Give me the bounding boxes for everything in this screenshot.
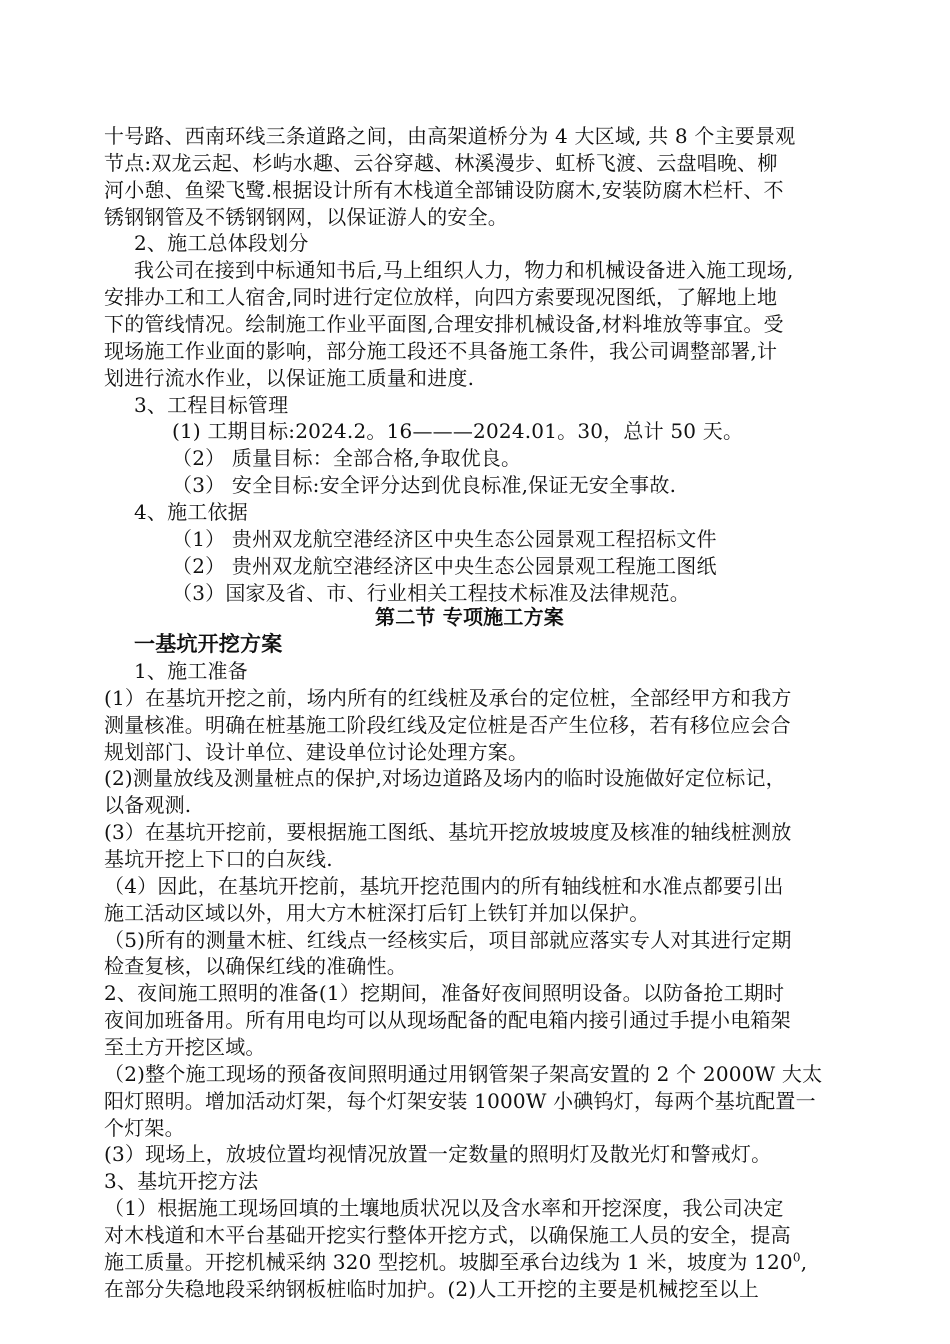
plan-title: 一基坑开挖方案 — [134, 631, 283, 656]
text-line: 下的管线情况。绘制施工作业平面图,合理安排机械设备,材料堆放等事宜。受 — [104, 312, 784, 336]
list-item: （3）国家及省、市、行业相关工程技术标准及法律规范。 — [172, 581, 690, 605]
text-line: （2)整个施工现场的预备夜间照明通过用钢管架子架高安置的 2 个 2000W 大太 — [104, 1062, 823, 1086]
list-item: （1） 贵州双龙航空港经济区中央生态公园景观工程招标文件 — [172, 527, 717, 551]
text-line — [104, 1249, 864, 1275]
list-item: (1) 工期目标:2024.2。16———2024.01。30，总计 50 天。 — [172, 419, 744, 443]
text-line-body: 施工质量。开挖机械采纳 320 型挖机。坡脚至承台边线为 1 米，坡度为 120 — [104, 1250, 793, 1274]
text-line: 至土方开挖区域。 — [104, 1035, 266, 1059]
text-line: 基坑开挖上下口的白灰线. — [104, 847, 333, 871]
text-line: 夜间加班备用。所有用电均可以从现场配备的配电箱内接引通过手提小电箱架 — [104, 1008, 791, 1032]
text-line: 个灯架。 — [104, 1116, 185, 1140]
text-line: 施工活动区域以外，用大方木桩深打后钉上铁钉并加以保护。 — [104, 901, 650, 925]
section-heading: 4、施工依据 — [134, 500, 248, 524]
text-line: (1）在基坑开挖之前，场内所有的红线桩及承台的定位桩，全部经甲方和我方 — [104, 686, 792, 710]
list-item: （2） 贵州双龙航空港经济区中央生态公园景观工程施工图纸 — [172, 554, 717, 578]
section-heading: 2、施工总体段划分 — [134, 231, 309, 255]
text-line: 对木栈道和木平台基础开挖实行整体开挖方式，以确保施工人员的安全，提高 — [104, 1223, 791, 1247]
text-line: （5)所有的测量木桩、红线点一经核实后，项目部就应落实专人对其进行定期 — [104, 928, 792, 952]
text-line: 安排办工和工人宿舍,同时进行定位放样，向四方索要现况图纸，了解地上地 — [104, 285, 778, 309]
text-line: 2、夜间施工照明的准备(1）挖期间，准备好夜间照明设备。以防备抢工期时 — [104, 981, 785, 1005]
text-line: 锈钢钢管及不锈钢钢网，以保证游人的安全。 — [104, 205, 508, 229]
text-line: (2)测量放线及测量桩点的保护,对场边道路及场内的临时设施做好定位标记， — [104, 766, 786, 790]
text-line: 划进行流水作业，以保证施工质量和进度. — [104, 366, 475, 390]
text-line: 以备观测. — [104, 793, 192, 817]
degree-superscript: 0 — [792, 1250, 801, 1265]
text-line: 检查复核，以确保红线的准确性。 — [104, 954, 407, 978]
text-line: 测量核准。明确在桩基施工阶段红线及定位桩是否产生位移，若有移位应会合 — [104, 713, 791, 737]
section-heading: 1、施工准备 — [134, 659, 248, 683]
chapter-title: 第二节 专项施工方案 — [375, 605, 564, 629]
text-line: 节点:双龙云起、杉屿水趣、云谷穿越、林溪漫步、虹桥飞渡、云盘唱晚、柳 — [104, 151, 778, 175]
text-line: 在部分失稳地段采纳钢板桩临时加护。(2)人工开挖的主要是机械挖至以上 — [104, 1277, 760, 1301]
section-heading: 3、工程目标管理 — [134, 393, 289, 417]
list-item: （2） 质量目标：全部合格,争取优良。 — [172, 446, 522, 470]
text-line: 阳灯照明。增加活动灯架，每个灯架安装 1000W 小碘钨灯，每两个基坑配置一 — [104, 1089, 816, 1113]
text-line: (3）在基坑开挖前，要根据施工图纸、基坑开挖放坡坡度及核准的轴线桩测放 — [104, 820, 792, 844]
text-line: (3）现场上，放坡位置均视情况放置一定数量的照明灯及散光灯和警戒灯。 — [104, 1142, 772, 1166]
line-suffix: , — [800, 1250, 808, 1274]
text-line: （1）根据施工现场回填的土壤地质状况以及含水率和开挖深度，我公司决定 — [104, 1196, 784, 1220]
text-line: （4）因此，在基坑开挖前，基坑开挖范围内的所有轴线桩和水准点都要引出 — [104, 874, 784, 898]
section-heading: 3、基坑开挖方法 — [104, 1169, 259, 1193]
text-line: 规划部门、设计单位、建设单位讨论处理方案。 — [104, 740, 529, 764]
text-line: 现场施工作业面的影响，部分施工段还不具备施工条件，我公司调整部署,计 — [104, 339, 778, 363]
text-line: 河小憩、鱼梁飞鹭.根据设计所有木栈道全部铺设防腐木,安装防腐木栏杆、不 — [104, 178, 784, 202]
text-line: 十号路、西南环线三条道路之间，由高架道桥分为 4 大区域, 共 8 个主要景观 — [104, 124, 796, 148]
text-line: 我公司在接到中标通知书后,马上组织人力，物力和机械设备进入施工现场, — [134, 258, 794, 282]
list-item: （3） 安全目标:安全评分达到优良标准,保证无安全事故. — [172, 473, 677, 497]
